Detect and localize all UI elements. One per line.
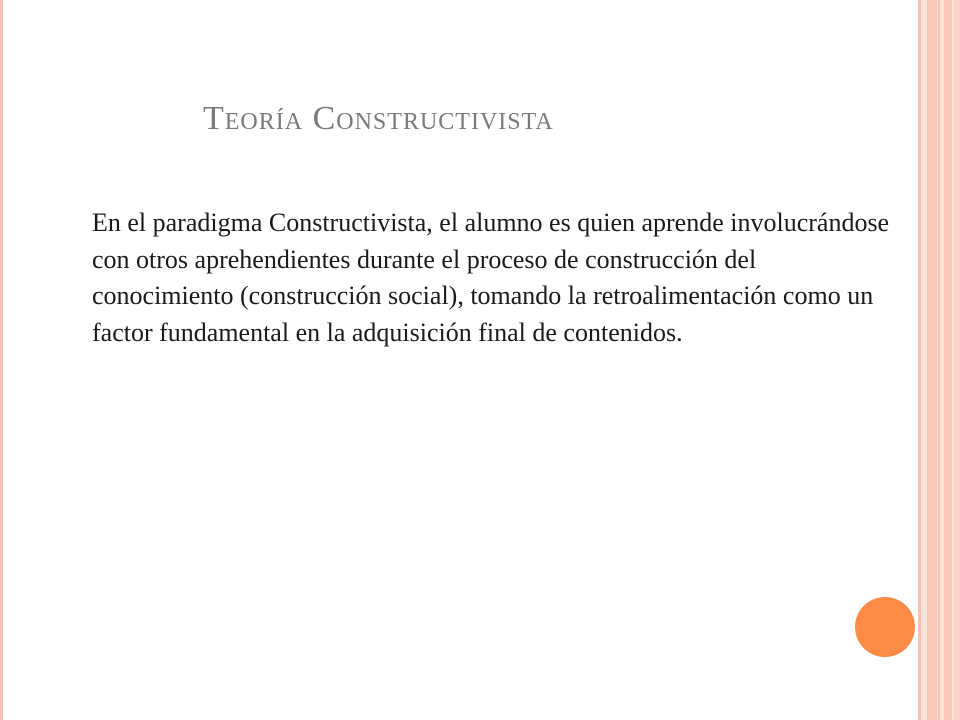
- slide-body-text: En el paradigma Constructivista, el alumno es quien aprende involucrándose con otros aprehendientes durante el proceso de construcción del conocimiento (construcción social), tomando la retroalimentación como un factor fundamental en la adquisición final de contenidos.: [92, 208, 890, 347]
- left-border-line: [0, 0, 3, 720]
- slide-title: Teoría Constructivista: [203, 100, 554, 137]
- decorative-side-stripes: [918, 0, 960, 720]
- orange-circle-decoration: [855, 597, 915, 657]
